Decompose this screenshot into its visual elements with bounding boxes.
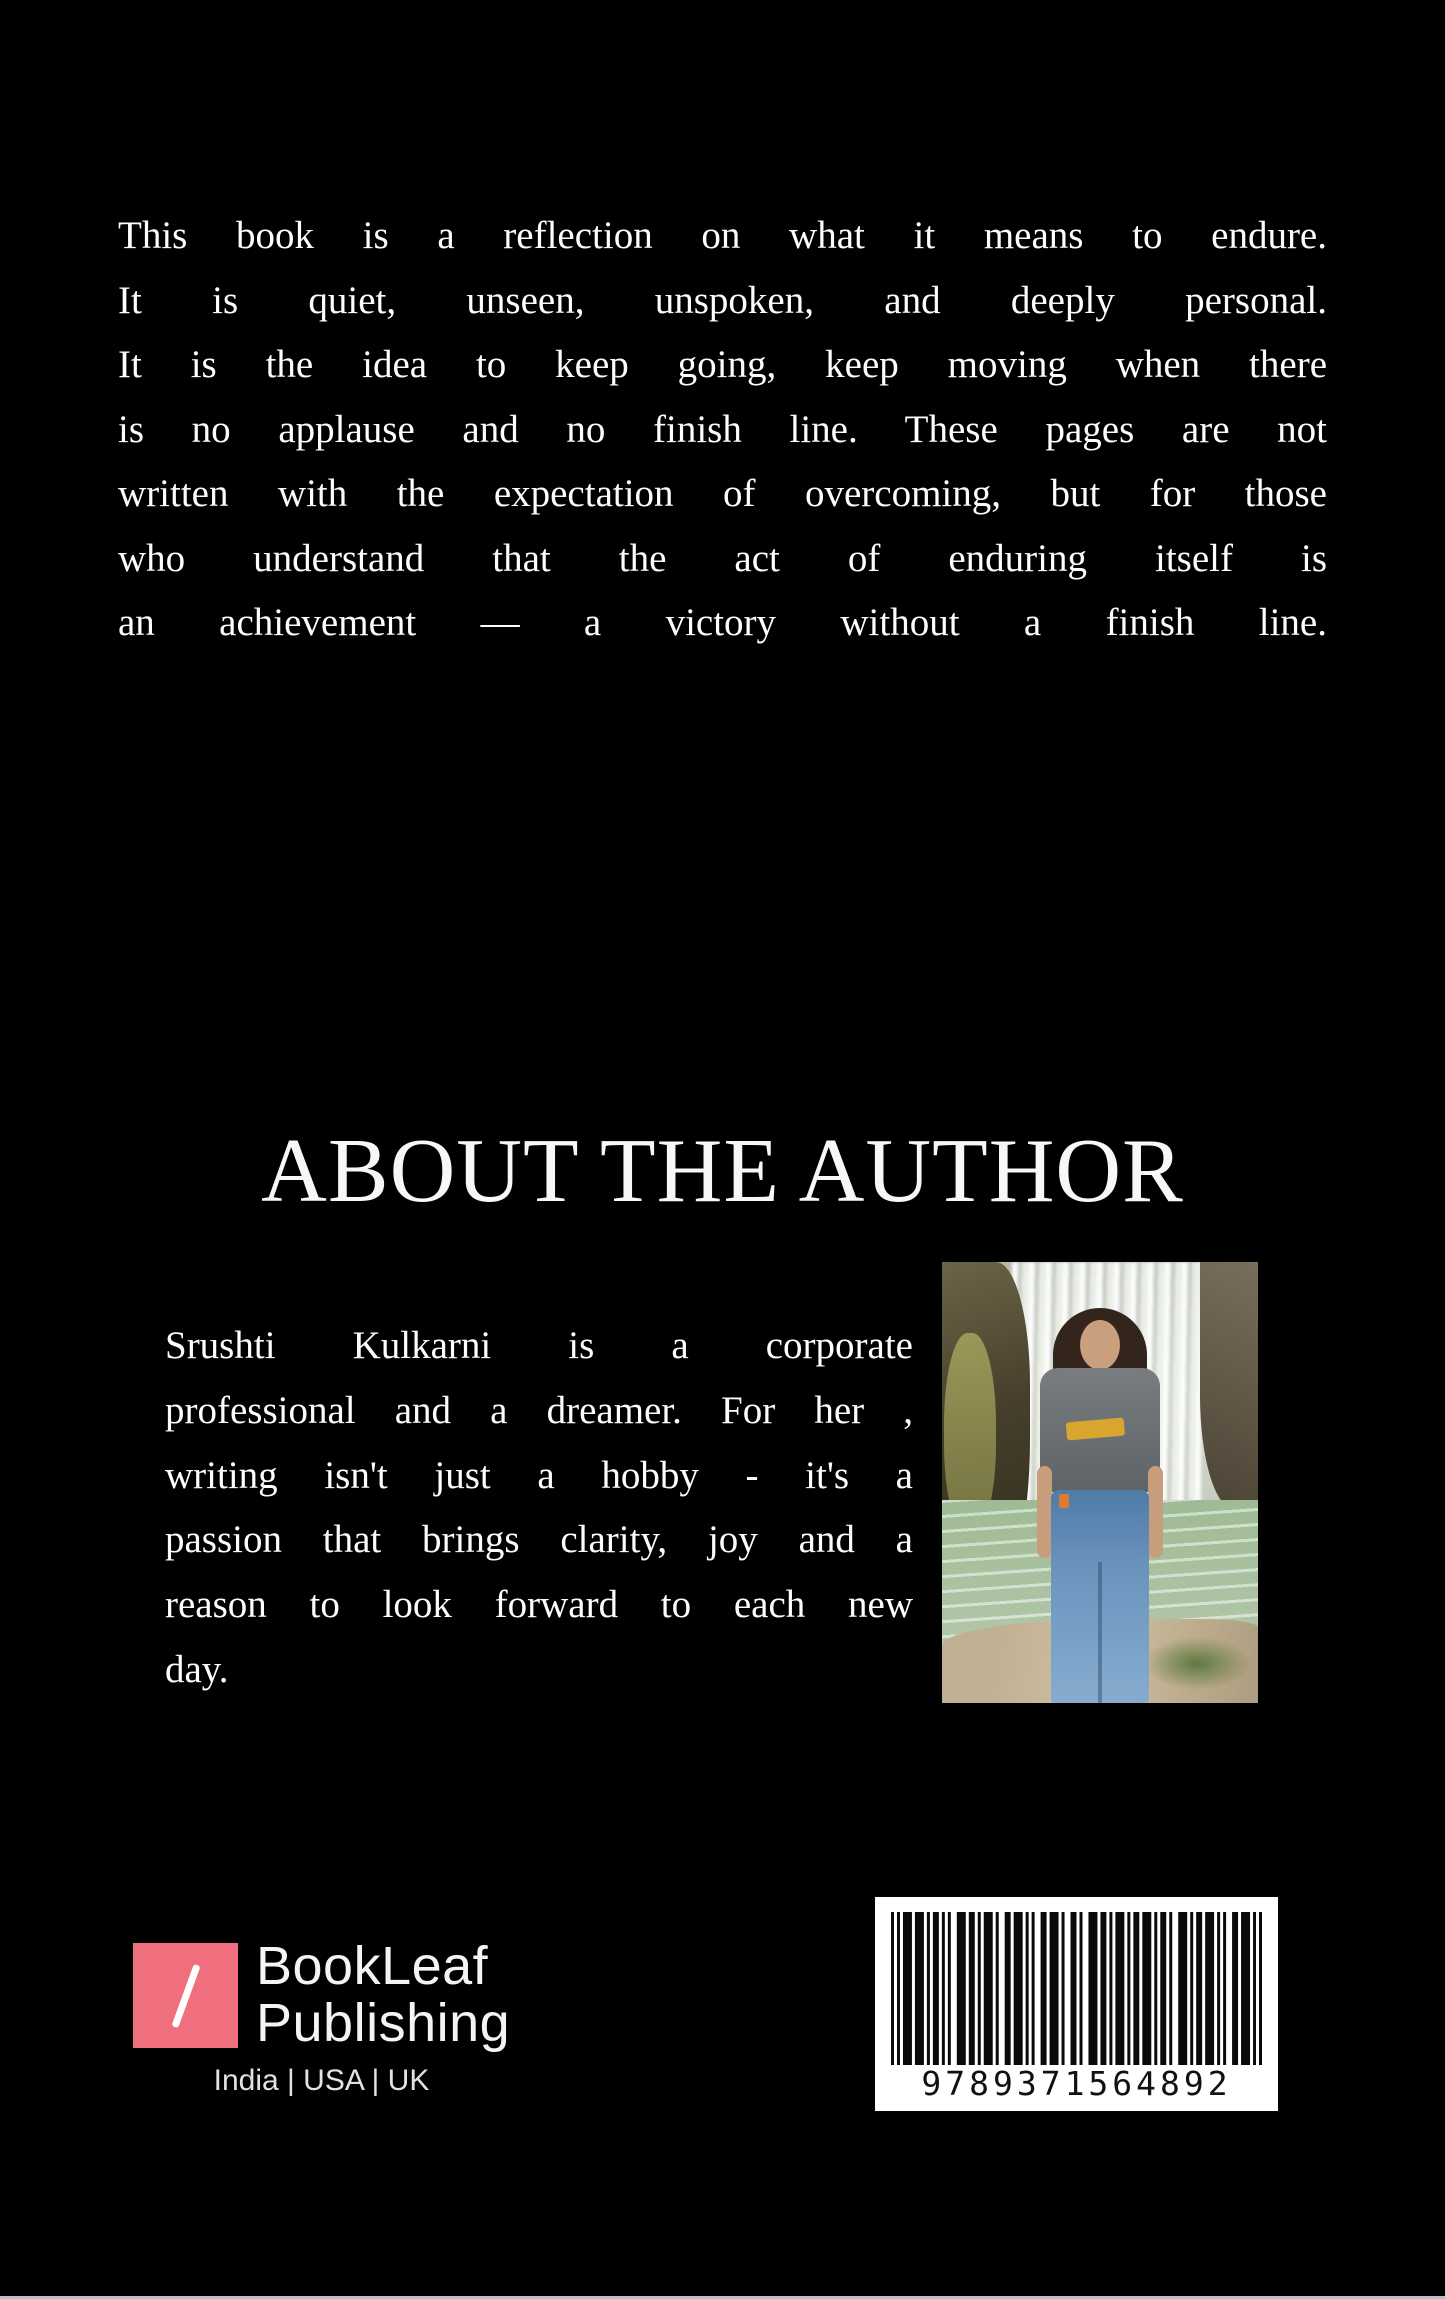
author-bio bbox=[165, 1314, 913, 1703]
blurb-line: an achievement — a victory without a finish line. bbox=[118, 601, 1327, 644]
jeans-seam bbox=[1098, 1562, 1102, 1703]
publisher-name bbox=[256, 1938, 510, 2052]
author-figure bbox=[1025, 1262, 1175, 1703]
back-blurb bbox=[118, 204, 1327, 656]
bio-line: writing isn't just a hobby - it's a bbox=[165, 1453, 913, 1497]
blurb-line: It is the idea to keep going, keep moving when there bbox=[118, 343, 1327, 386]
author-photo bbox=[942, 1262, 1258, 1703]
publisher-logo-square bbox=[133, 1943, 238, 2048]
isbn-number: 9789371564892 bbox=[921, 2064, 1232, 2103]
about-author-heading: ABOUT THE AUTHOR bbox=[261, 1120, 1184, 1221]
blurb-line: is no applause and no finish line. These pages are not bbox=[118, 407, 1327, 451]
bio-line: day. bbox=[165, 1647, 229, 1691]
publisher-name-line2: Publishing bbox=[256, 1993, 511, 2053]
barcode-bars-icon bbox=[891, 1912, 1262, 2065]
bio-line: passion that brings clarity, joy and a bbox=[165, 1518, 913, 1562]
bio-line: professional and a dreamer. For her , bbox=[165, 1388, 913, 1432]
belt-accent bbox=[1059, 1494, 1069, 1508]
publisher-name-line1: BookLeaf bbox=[256, 1936, 489, 1996]
bio-line: reason to look forward to each new bbox=[165, 1583, 913, 1627]
blurb-line: written with the expectation of overcoming, but for those bbox=[118, 472, 1327, 515]
isbn-barcode bbox=[875, 1897, 1278, 2111]
blurb-line: This book is a reflection on what it means to endure. bbox=[118, 214, 1327, 257]
bio-line: Srushti Kulkarni is a corporate bbox=[165, 1324, 913, 1367]
blurb-line: who understand that the act of enduring itself is bbox=[118, 536, 1327, 580]
arm-left bbox=[1037, 1466, 1052, 1558]
rock-right bbox=[1200, 1262, 1258, 1509]
face bbox=[1080, 1320, 1120, 1370]
blurb-line: It is quiet, unseen, unspoken, and deeply personal. bbox=[118, 278, 1327, 322]
arm-right bbox=[1148, 1466, 1163, 1558]
publisher-regions: India | USA | UK bbox=[213, 2064, 430, 2097]
slash-icon bbox=[171, 1963, 200, 2027]
